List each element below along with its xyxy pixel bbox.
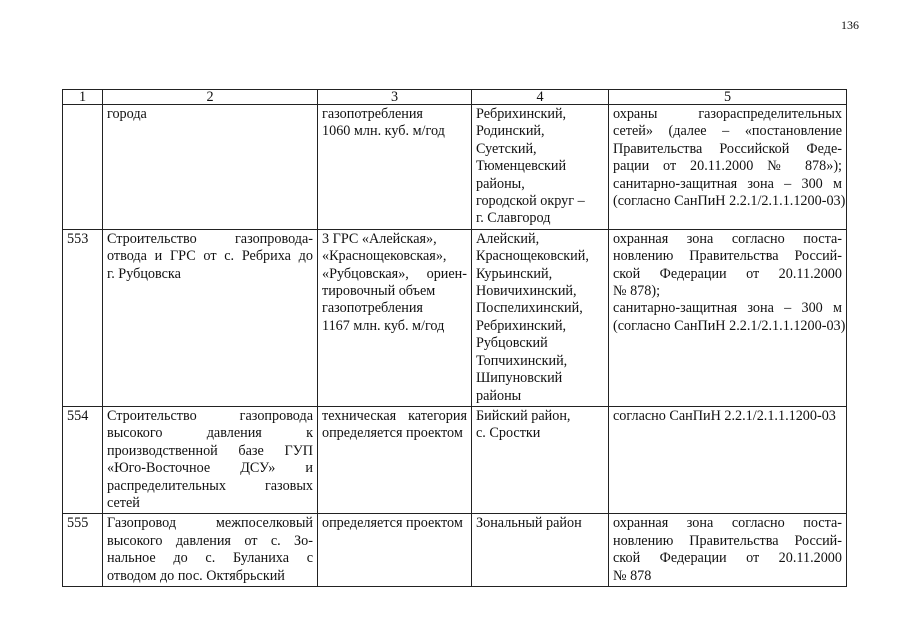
description-cell [103, 406, 318, 513]
column-header: 4 [472, 90, 609, 105]
cell-line: районы [476, 387, 522, 404]
location-cell [472, 229, 609, 406]
cell-line: «Юго-Восточное ДСУ» и [107, 460, 313, 477]
cell-line: города [107, 106, 147, 122]
cell-line: Бийский район, [476, 407, 571, 424]
table-header-row [63, 90, 847, 105]
cell-line: высокого давления к [107, 425, 313, 442]
cell-line: Ребрихинский, [476, 317, 567, 334]
cell-line: производственной базе ГУП [107, 442, 313, 459]
cell-line: городской округ – [476, 193, 585, 210]
description-cell [103, 229, 318, 406]
zones-cell [609, 229, 847, 406]
params-cell [318, 514, 472, 587]
cell-line: (согласно СанПиН 2.2.1/2.1.1.1200-03) [613, 317, 846, 334]
cell-line: новлению Правительства Россий- [613, 532, 842, 549]
cell-line: г. Славгород [476, 210, 551, 227]
cell-line: новлению Правительства Россий- [613, 248, 842, 265]
params-cell [318, 229, 472, 406]
cell-line: Ребрихинский, [476, 106, 567, 122]
page-number: 136 [841, 18, 859, 32]
cell-line: рации от 20.11.2000 № 878»); [613, 158, 842, 175]
cell-line: «Рубцовская», ориен- [322, 265, 467, 282]
cell-line: сетей [107, 494, 140, 511]
cell-line: Тюменцевский [476, 158, 567, 175]
table-row [63, 406, 847, 513]
cell-line: ской Федерации от 20.11.2000 [613, 265, 842, 282]
cell-line: газопотребления [322, 106, 423, 122]
row-number-cell: 555 [63, 514, 103, 587]
cell-line: «Краснощековская», [322, 248, 447, 265]
row-number-cell [63, 105, 103, 230]
cell-line: ской Федерации от 20.11.2000 [613, 550, 842, 567]
cell-line: Рубцовский [476, 335, 548, 352]
cell-line: сетей» (далее – «постановление [613, 123, 842, 140]
cell-line: отвода и ГРС от с. Ребриха до [107, 248, 313, 265]
cell-line: Краснощековский, [476, 248, 589, 265]
zones-cell [609, 105, 847, 230]
cell-line: нальное до с. Буланиха с [107, 550, 313, 567]
cell-line: санитарно-защитная зона – 300 м [613, 175, 842, 192]
cell-line: Строительство газопровода- [107, 230, 313, 247]
cell-line: отводом до пос. Октябрьский [107, 567, 285, 584]
column-header: 5 [609, 90, 847, 105]
cell-line: Строительство газопровода [107, 407, 313, 424]
cell-line: тировочный объем [322, 283, 436, 300]
column-header: 1 [63, 90, 103, 105]
cell-line: с. Сростки [476, 425, 541, 442]
cell-line: высокого давления от с. Зо- [107, 532, 313, 549]
description-cell [103, 105, 318, 230]
cell-line: охранная зона согласно поста- [613, 515, 842, 532]
cell-line: Алейский, [476, 230, 540, 247]
location-cell [472, 514, 609, 587]
cell-line: определяется проектом [322, 425, 463, 442]
table-row [63, 105, 847, 230]
zones-cell [609, 406, 847, 513]
zones-cell [609, 514, 847, 587]
cell-line: Новичихинский, [476, 283, 577, 300]
cell-line: 3 ГРС «Алейская», [322, 230, 437, 247]
cell-line: Поспелихинский, [476, 300, 583, 317]
cell-line: газопотребления [322, 300, 423, 317]
cell-line: Правительства Российской Феде- [613, 140, 842, 157]
cell-line: № 878); [613, 283, 661, 300]
description-cell [103, 514, 318, 587]
cell-line: распределительных газовых [107, 477, 313, 494]
cell-line: техническая категория [322, 407, 467, 424]
cell-line: районы, [476, 175, 525, 192]
cell-line: (согласно СанПиН 2.2.1/2.1.1.1200-03) [613, 193, 846, 210]
column-header: 3 [318, 90, 472, 105]
cell-line: Зональный район [476, 515, 582, 532]
cell-line: Газопровод межпоселковый [107, 515, 313, 532]
params-cell [318, 105, 472, 230]
cell-line: согласно СанПиН 2.2.1/2.1.1.1200-03 [613, 407, 836, 424]
cell-line: Курьинский, [476, 265, 553, 282]
cell-line: охранная зона согласно поста- [613, 230, 842, 247]
location-cell [472, 406, 609, 513]
cell-line: Суетский, [476, 140, 537, 157]
table-row [63, 514, 847, 587]
cell-line: 1060 млн. куб. м/год [322, 123, 445, 140]
cell-line: Шипуновский [476, 370, 563, 387]
cell-line: Родинский, [476, 123, 545, 140]
cell-line: санитарно-защитная зона – 300 м [613, 300, 842, 317]
cell-line: охраны газораспределительных [613, 106, 842, 122]
row-number-cell: 554 [63, 406, 103, 513]
document-table [62, 89, 847, 587]
cell-line: Топчихинский, [476, 352, 568, 369]
cell-line: 1167 млн. куб. м/год [322, 317, 445, 334]
table-row [63, 229, 847, 406]
row-number-cell: 553 [63, 229, 103, 406]
cell-line: № 878 [613, 567, 652, 584]
params-cell [318, 406, 472, 513]
cell-line: г. Рубцовска [107, 265, 181, 282]
column-header: 2 [103, 90, 318, 105]
cell-line: определяется проектом [322, 515, 463, 532]
location-cell [472, 105, 609, 230]
